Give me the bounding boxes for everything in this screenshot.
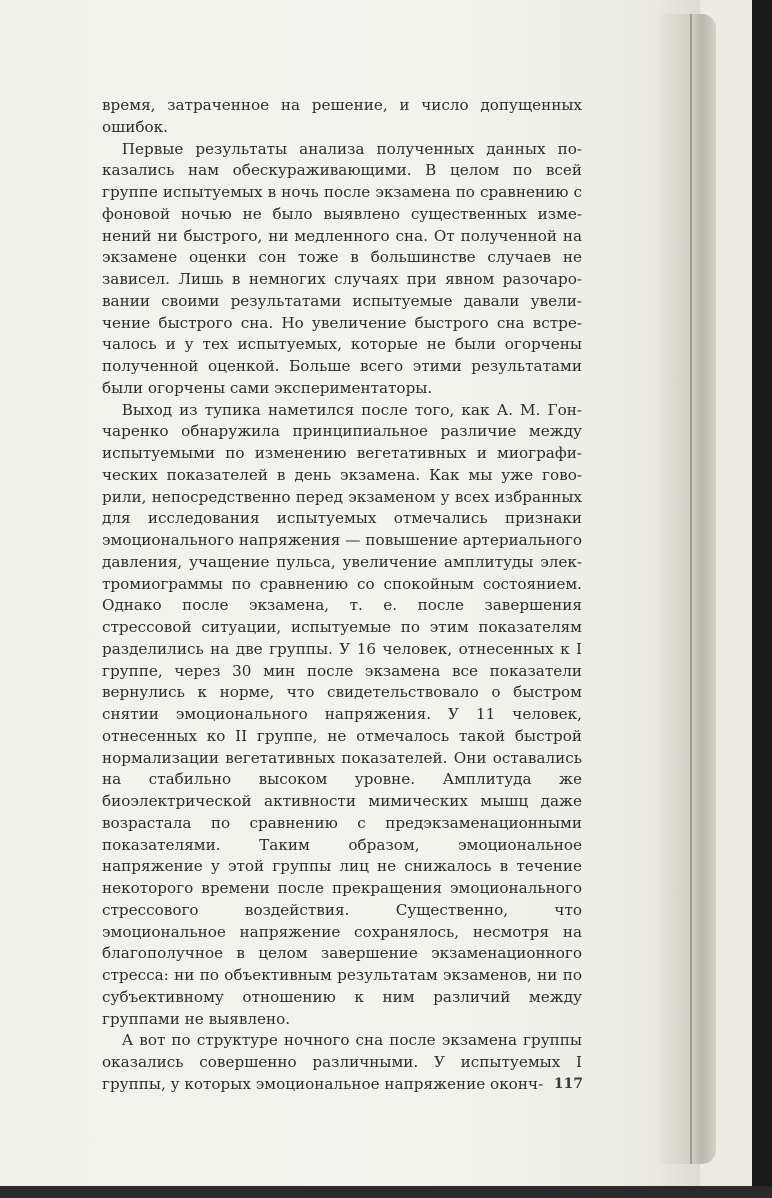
page-stack-edge	[660, 14, 716, 1164]
page-number: 117	[553, 1076, 583, 1092]
scanner-border-bottom	[0, 1186, 772, 1198]
paragraph: Выход из тупика наметился после того, как А. М. Гончаренко обнаружила принципиальное различие между испытуемыми по изменению вегетативных и миографических показателей в день экзамена. Как мы уже говорили, непосредственно перед экзаменом у всех избранных для исследования испытуемых отмечались признаки эмоционального напряжения — повышение артериального давления, учащение пульса, увеличение амплитуды электромиограммы по сравнению со спокойным состоянием. Однако после экзамена, т. е. после завершения стрессовой ситуации, испытуемые по этим показателям разделились на две группы. У 16 человек, отнесенных к I группе, через 30 мин после экзамена все показатели вернулись к норме, что свидетельствовало о быстром снятии эмоционального напряжения. У 11 человек, отнесенных ко II группе, не отмечалось такой быстрой нормализации вегетативных показателей. Они оставались на стабильно высоком уровне. Амплитуда же биоэлектрической активности мимических мышц даже возрастала по сравнению с предэкзаменационными показателями. Таким образом, эмоциональное напряжение у этой группы лиц не снижалось в течение некоторого времени после прекращения эмоционального стрессового воздействия. Существенно, что эмоциональное напряжение сохранялось, несмотря на благополучное в целом завершение экзаменационного стресса: ни по объективным результатам экзаменов, ни по субъективному отношению к ним различий между группами не выявлено.	[102, 400, 582, 1028]
scanner-border-right	[752, 0, 772, 1198]
body-text	[102, 95, 582, 1096]
paragraph: А вот по структуре ночного сна после экзамена группы оказались совершенно различными. У испытуемых I группы, у которых эмоциональное напряжение оконч-	[102, 1031, 582, 1093]
paragraph-continuation: время, затраченное на решение, и число допущенных ошибок.	[102, 96, 582, 136]
paragraph: Первые результаты анализа полученных данных показались нам обескураживающими. В целом по всей группе испытуемых в ночь после экзамена по сравнению с фоновой ночью не было выявлено существенных изменений ни быстрого, ни медленного сна. От полученной на экзамене оценки сон тоже в большинстве случаев не зависел. Лишь в немногих случаях при явном разочаровании своими результатами испытуемые давали увеличение быстрого сна. Но увеличение быстрого сна встречалось и у тех испытуемых, которые не были огорчены полученной оценкой. Больше всего этими результатами были огорчены сами экспериментаторы.	[102, 139, 582, 397]
